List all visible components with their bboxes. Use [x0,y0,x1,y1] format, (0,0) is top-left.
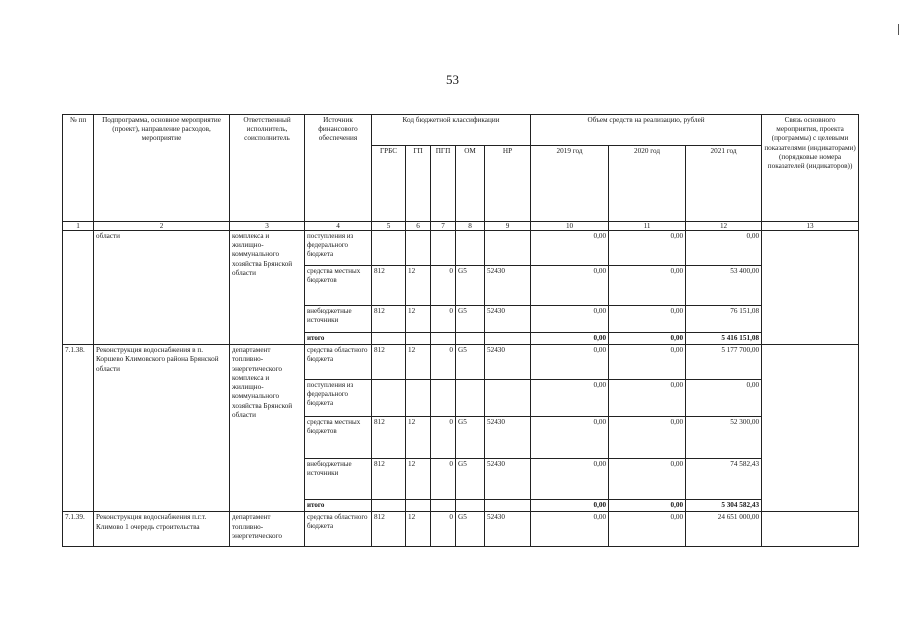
amount-2021: 52 300,00 [686,417,762,459]
amount-2020: 0,00 [609,512,686,547]
code-grbs [372,380,406,417]
column-number: 1 [63,222,94,231]
amount-2021: 74 582,43 [686,459,762,500]
code-nr: 52430 [485,459,531,500]
funding-source: итого [305,333,372,345]
funding-source: внебюджетные источники [305,459,372,500]
header-2020: 2020 год [609,146,686,222]
column-number: 5 [372,222,406,231]
column-number: 2 [94,222,230,231]
funding-source: средства областного бюджета [305,345,372,380]
header-num: № пп [63,115,94,222]
funding-source: поступления из федерального бюджета [305,231,372,266]
column-number: 6 [406,222,431,231]
code-nr [485,380,531,417]
table-row [63,345,859,380]
table-row [63,231,859,266]
amount-2019: 0,00 [531,512,609,547]
page-number: 53 [446,72,459,87]
program-name: Реконструкция водоснабжения в п. Коршево Климовского района Брянской области [94,345,230,512]
code-om: G5 [456,459,485,500]
amount-2020: 0,00 [609,417,686,459]
funding-source: итого [305,500,372,512]
amount-2019: 0,00 [531,306,609,333]
code-gp: 12 [406,417,431,459]
header-om: ОМ [456,146,485,222]
code-gp [406,231,431,266]
code-pgp: 0 [431,459,456,500]
code-gp: 12 [406,459,431,500]
code-gp [406,500,431,512]
column-number: 10 [531,222,609,231]
code-pgp: 0 [431,512,456,547]
program-name: области [94,231,230,345]
column-number: 7 [431,222,456,231]
row-number [63,231,94,345]
column-number-row [63,222,859,231]
column-number: 12 [686,222,762,231]
table-row [63,512,859,547]
indicator-link [762,231,859,345]
code-gp: 12 [406,266,431,306]
code-om: G5 [456,306,485,333]
funding-source: внебюджетные источники [305,306,372,333]
code-grbs: 812 [372,417,406,459]
executor-name: комплекса и жилищно-коммунального хозяйства Брянской области [230,231,305,345]
code-nr [485,231,531,266]
code-nr: 52430 [485,306,531,333]
header-code-group: Код бюджетной классификации [372,115,531,146]
amount-2020: 0,00 [609,266,686,306]
indicator-link [762,512,859,547]
header-pgp: ПГП [431,146,456,222]
code-gp: 12 [406,512,431,547]
code-pgp [431,500,456,512]
code-grbs: 812 [372,459,406,500]
amount-2021: 24 651 000,00 [686,512,762,547]
column-number: 8 [456,222,485,231]
code-gp [406,333,431,345]
amount-2021: 0,00 [686,380,762,417]
amount-2020: 0,00 [609,306,686,333]
row-number: 7.1.39. [63,512,94,547]
code-pgp [431,333,456,345]
executor-name: департамент топливно-энергетического [230,512,305,547]
code-grbs: 812 [372,512,406,547]
amount-2021: 5 304 582,43 [686,500,762,512]
amount-2019: 0,00 [531,231,609,266]
code-grbs [372,333,406,345]
header-grbs: ГРБС [372,146,406,222]
code-grbs: 812 [372,345,406,380]
amount-2019: 0,00 [531,459,609,500]
scan-edge-mark [898,24,899,35]
amount-2021: 0,00 [686,231,762,266]
code-pgp: 0 [431,266,456,306]
header-2019: 2019 год [531,146,609,222]
row-number: 7.1.38. [63,345,94,512]
code-gp [406,380,431,417]
funding-source: средства местных бюджетов [305,417,372,459]
amount-2020: 0,00 [609,500,686,512]
code-nr [485,500,531,512]
funding-source: поступления из федерального бюджета [305,380,372,417]
budget-table [62,114,859,547]
column-number: 4 [305,222,372,231]
code-grbs: 812 [372,306,406,333]
code-grbs [372,231,406,266]
amount-2019: 0,00 [531,333,609,345]
column-number: 3 [230,222,305,231]
column-number: 13 [762,222,859,231]
funding-source: средства местных бюджетов [305,266,372,306]
code-pgp: 0 [431,345,456,380]
code-nr: 52430 [485,345,531,380]
executor-name: департамент топливно-энергетического комплекса и жилищно-коммунального хозяйства Брянской области [230,345,305,512]
amount-2019: 0,00 [531,266,609,306]
code-nr: 52430 [485,417,531,459]
code-nr: 52430 [485,266,531,306]
code-gp: 12 [406,345,431,380]
header-gp: ГП [406,146,431,222]
header-program: Подпрограмма, основное мероприятие (проект), направление расходов, мероприятие [94,115,230,222]
amount-2019: 0,00 [531,345,609,380]
header-source: Источник финансового обеспечения [305,115,372,222]
code-pgp: 0 [431,417,456,459]
code-om: G5 [456,417,485,459]
code-pgp [431,231,456,266]
code-grbs [372,500,406,512]
code-nr [485,333,531,345]
code-grbs: 812 [372,266,406,306]
column-number: 9 [485,222,531,231]
amount-2020: 0,00 [609,333,686,345]
code-om: G5 [456,266,485,306]
header-2021: 2021 год [686,146,762,222]
amount-2020: 0,00 [609,231,686,266]
code-om: G5 [456,512,485,547]
code-gp: 12 [406,306,431,333]
amount-2021: 76 151,08 [686,306,762,333]
amount-2020: 0,00 [609,459,686,500]
code-om [456,380,485,417]
column-number: 11 [609,222,686,231]
funding-source: средства областного бюджета [305,512,372,547]
indicator-link [762,345,859,512]
amount-2019: 0,00 [531,417,609,459]
header-nr: НР [485,146,531,222]
amount-2019: 0,00 [531,500,609,512]
code-om [456,231,485,266]
amount-2021: 53 400,00 [686,266,762,306]
code-nr: 52430 [485,512,531,547]
code-pgp: 0 [431,306,456,333]
header-amount-group: Объем средств на реализацию, рублей [531,115,762,146]
code-om [456,333,485,345]
header-executor: Ответственный исполнитель, соисполнитель [230,115,305,222]
amount-2021: 5 177 700,00 [686,345,762,380]
code-om: G5 [456,345,485,380]
amount-2020: 0,00 [609,345,686,380]
amount-2019: 0,00 [531,380,609,417]
amount-2021: 5 416 151,08 [686,333,762,345]
code-pgp [431,380,456,417]
program-name: Реконструкция водоснабжения п.г.т. Климово 1 очередь строительства [94,512,230,547]
amount-2020: 0,00 [609,380,686,417]
header-row-top [63,115,859,146]
header-indicators: Связь основного мероприятия, проекта (программы) с целевыми показателями (индикаторами) (порядковые номера показателей (индикаторов)) [762,115,859,222]
code-om [456,500,485,512]
